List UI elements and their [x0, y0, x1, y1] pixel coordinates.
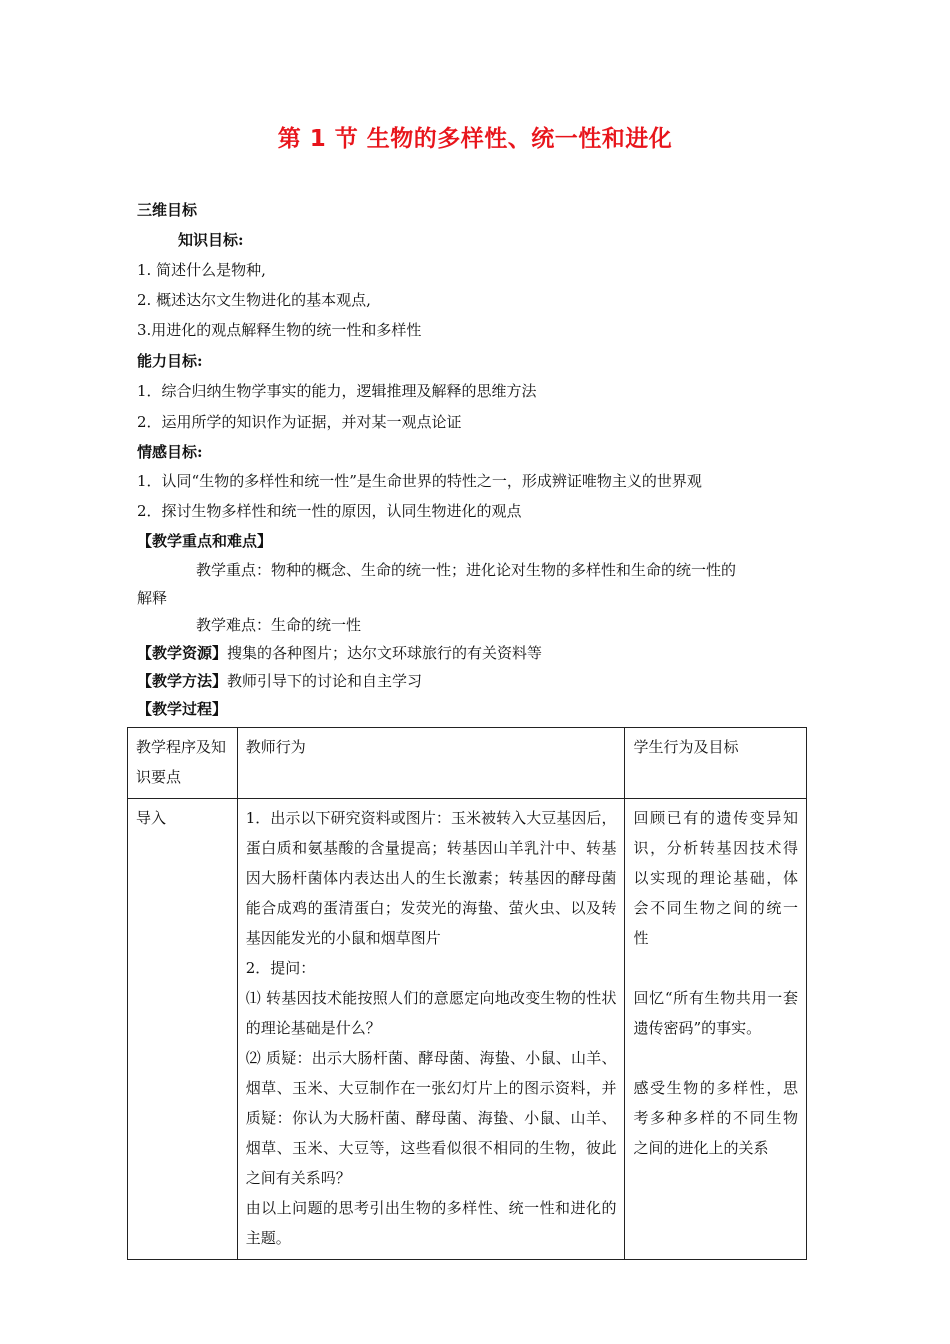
spacer	[633, 1043, 798, 1073]
spacer	[633, 953, 798, 983]
teaching-difficulty: 教学难点：生命的统一性	[196, 616, 362, 634]
student-goal: 回顾已有的遗传变异知识，分析转基因技术得以实现的理论基础，体会不同生物之间的统一性	[633, 809, 798, 947]
ability-item: 1．综合归纳生物学事实的能力，逻辑推理及解释的思维方法	[137, 382, 537, 400]
teaching-process-table	[127, 727, 807, 1260]
header-stage: 教学程序及知识要点	[128, 728, 238, 799]
resources-text: 搜集的各种图片；达尔文环球旅行的有关资料等	[227, 644, 543, 662]
student-goal: 感受生物的多样性，思考多种多样的不同生物之间的进化上的关系	[633, 1079, 798, 1157]
knowledge-item: 3.用进化的观点解释生物的统一性和多样性	[137, 321, 422, 339]
emotion-item: 2．探讨生物多样性和统一性的原因，认同生物进化的观点	[137, 502, 522, 520]
method-text: 教师引导下的讨论和自主学习	[227, 672, 423, 690]
method-heading: 【教学方法】	[137, 672, 228, 690]
cell-student	[625, 799, 807, 1260]
teacher-step: 1．出示以下研究资料或图片：玉米被转入大豆基因后，蛋白质和氨基酸的含量提高；转基因山羊乳汁中、转基因大肠杆菌体内表达出人的生长激素；转基因的酵母菌能合成鸡的蛋清蛋白；发荧光的海蛰、萤火虫、以及转基因能发光的小鼠和烟草图片	[245, 809, 617, 947]
header-teacher: 教师行为	[237, 728, 625, 799]
table-header-row	[128, 728, 807, 799]
page-title: 第 1 节 生物的多样性、统一性和进化	[277, 126, 673, 152]
emotion-heading: 情感目标:	[137, 443, 203, 461]
cell-teacher	[237, 799, 625, 1260]
knowledge-item: 2. 概述达尔文生物进化的基本观点,	[137, 291, 371, 309]
ability-item: 2．运用所学的知识作为证据，并对某一观点论证	[137, 413, 462, 431]
teacher-step: 2．提问：	[245, 959, 316, 977]
emotion-item: 1．认同“生物的多样性和统一性”是生命世界的特性之一，形成辨证唯物主义的世界观	[137, 472, 702, 490]
header-student: 学生行为及目标	[625, 728, 807, 799]
cell-stage: 导入	[128, 799, 238, 1260]
ability-heading: 能力目标:	[137, 352, 203, 370]
knowledge-heading: 知识目标:	[178, 231, 244, 249]
objectives-heading: 三维目标	[137, 201, 198, 219]
teaching-focus: 教学重点：物种的概念、生命的统一性；进化论对生物的多样性和生命的统一性的	[196, 561, 737, 579]
teacher-question: ⑵ 质疑：出示大肠杆菌、酵母菌、海蛰、小鼠、山羊、烟草、玉米、大豆制作在一张幻灯片上的图示资料，并质疑：你认为大肠杆菌、酵母菌、海蛰、小鼠、山羊、烟草、玉米、大豆等，这些看似很不相同的生物，彼此之间有关系吗？	[245, 1049, 617, 1187]
process-heading: 【教学过程】	[137, 700, 228, 718]
table-row	[128, 799, 807, 1260]
student-goal: 回忆“所有生物共用一套遗传密码”的事实。	[633, 989, 798, 1037]
resources-line	[137, 643, 542, 663]
teaching-focus-continued: 解释	[137, 589, 168, 607]
method-line	[137, 671, 422, 691]
teacher-question: ⑴ 转基因技术能按照人们的意愿定向地改变生物的性状的理论基础是什么？	[245, 989, 617, 1037]
teacher-summary: 由以上问题的思考引出生物的多样性、统一性和进化的主题。	[245, 1199, 617, 1247]
knowledge-item: 1. 简述什么是物种,	[137, 261, 266, 279]
resources-heading: 【教学资源】	[137, 644, 228, 662]
key-points-heading: 【教学重点和难点】	[137, 532, 273, 550]
